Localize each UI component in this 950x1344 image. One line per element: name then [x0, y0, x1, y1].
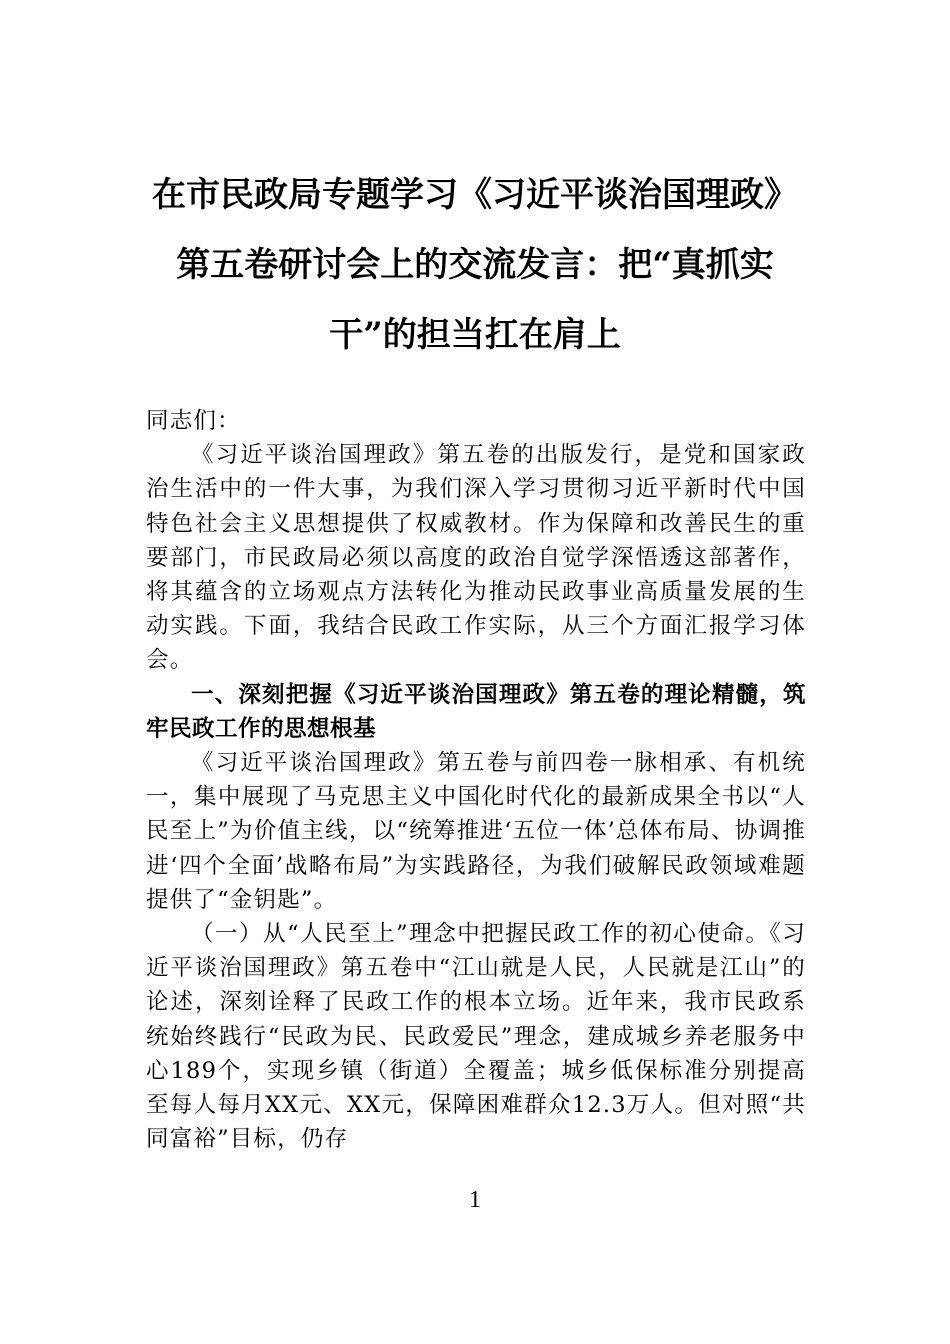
body-paragraph: 《习近平谈治国理政》第五卷的出版发行，是党和国家政治生活中的一件大事，为我们深入学习贯彻习近平新时代中国特色社会主义思想提供了权威教材。作为保障和改善民生的重要部门，市民政局必须以高度的政治自觉学深悟透这部著作，将其蕴含的立场观点方法转化为推动民政事业高质量发展的生动实践。下面，我结合民政工作实际，从三个方面汇报学习体会。	[146, 442, 806, 674]
page-number: 1	[469, 1187, 481, 1213]
document-title: 在市民政局专题学习《习近平谈治国理政》第五卷研讨会上的交流发言：把“真抓实干”的担当扛在肩上	[152, 175, 798, 355]
body-paragraph: 《习近平谈治国理政》第五卷与前四卷一脉相承、有机统一，集中展现了马克思主义中国化时代化的最新成果全书以“人民至上”为价值主线，以“统筹推进‘五位一体’总体布局、协调推进‘四个全面’战略布局”为实践路径，为我们破解民政领域难题提供了“金钥匙”。	[146, 750, 806, 913]
document-body	[146, 404, 806, 1156]
body-paragraph: （一）从“人民至上”理念中把握民政工作的初心使命。《习近平谈治国理政》第五卷中“江山就是人民，人民就是江山”的论述，深刻诠释了民政工作的根本立场。近年来，我市民政系统始终践行“民政为民、民政爱民”理念，建成城乡养老服务中心189个，实现乡镇（街道）全覆盖；城乡低保标准分别提高至每人每月XX元、XX元，保障困难群众12.3万人。但对照“共同富裕”目标，仍存	[146, 921, 806, 1153]
section-heading: 一、深刻把握《习近平谈治国理政》第五卷的理论精髓，筑牢民政工作的思想根基	[146, 681, 806, 742]
salutation: 同志们：	[146, 408, 241, 434]
